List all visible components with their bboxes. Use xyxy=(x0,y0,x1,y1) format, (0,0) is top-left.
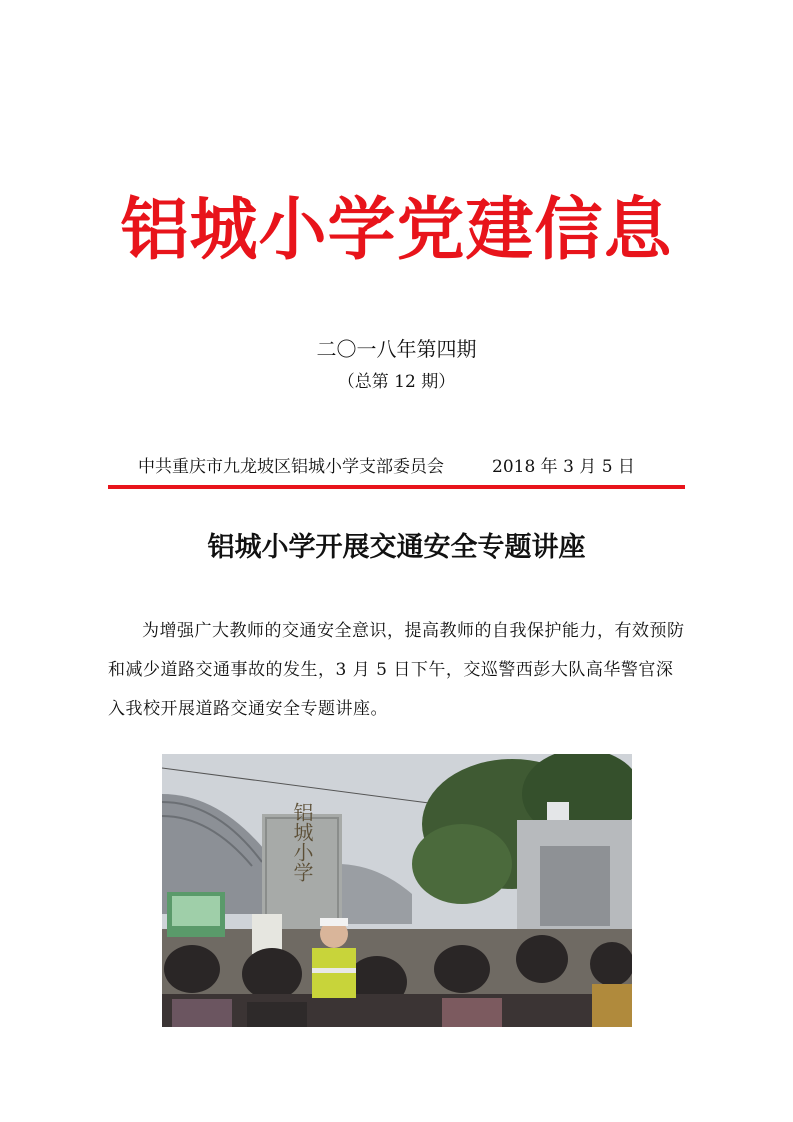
masthead-title: 铝城小学党建信息 xyxy=(120,190,673,270)
article-body: 为增强广大教师的交通安全意识，提高教师的自我保护能力，有效预防和减少道路交通事故的发生，3 月 5 日下午，交巡警西彭大队高华警官深入我校开展道路交通安全专题讲座。 xyxy=(108,621,685,719)
issue-number: 二〇一八年第四期 xyxy=(316,337,477,361)
publisher-name: 中共重庆市九龙坡区铝城小学支部委员会 xyxy=(138,457,444,477)
publish-date: 2018 年 3 月 5 日 xyxy=(492,457,635,477)
red-divider xyxy=(108,485,685,489)
article-title: 铝城小学开展交通安全专题讲座 xyxy=(207,532,586,563)
gate-sign-text: 铝城小学 xyxy=(290,802,314,882)
issue-total: （总第 12 期） xyxy=(337,372,456,392)
gate-sign xyxy=(290,802,314,882)
publisher-row xyxy=(138,455,678,479)
article-photo xyxy=(162,754,632,1027)
